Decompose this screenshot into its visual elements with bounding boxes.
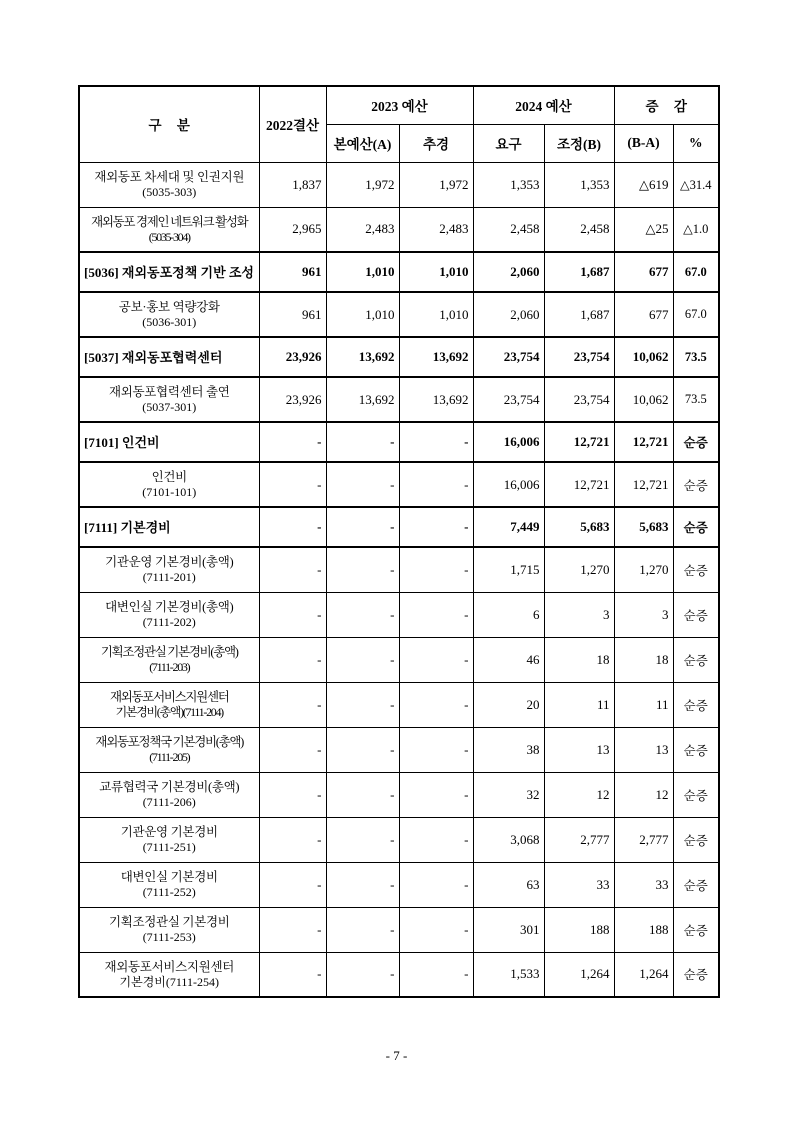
cell-2024-request: 23,754 [473,377,544,422]
item-name: 공보·홍보 역량강화 [118,300,220,314]
cell-2023-supplementary: - [399,462,473,507]
cell-change-diff: 677 [614,292,673,337]
item-name: 재외동포정책국 기본경비(총액) [95,735,244,749]
cell-2023-main-budget: - [326,772,399,817]
cell-2023-supplementary: - [399,952,473,997]
cell-change-percent: 67.0 [673,292,719,337]
table-row [79,682,719,727]
category-cell [79,592,259,637]
item-name: [7101] 인건비 [84,434,160,450]
cell-2024-adjusted: 3 [544,592,614,637]
cell-change-diff: 3 [614,592,673,637]
item-code: (7111-252) [142,885,196,899]
item-code: 기본경비(총액)(7111-204) [115,705,223,719]
item-name: [5037] 재외동포협력센터 [84,349,223,365]
cell-2024-request: 301 [473,907,544,952]
header-2023-budget-group: 2023 예산 [326,86,473,124]
cell-2022-settlement: 23,926 [259,337,326,377]
cell-2023-supplementary: - [399,592,473,637]
cell-2022-settlement: 961 [259,252,326,292]
table-row [79,422,719,462]
cell-2024-request: 32 [473,772,544,817]
item-code: (5037-301) [142,400,197,414]
cell-2024-request: 63 [473,862,544,907]
cell-2024-adjusted: 1,270 [544,547,614,592]
cell-change-diff: 5,683 [614,507,673,547]
item-name: 기획조정관실 기본경비 [108,915,230,929]
cell-2022-settlement: - [259,547,326,592]
cell-2023-supplementary: - [399,682,473,727]
cell-2022-settlement: - [259,462,326,507]
cell-2022-settlement: - [259,682,326,727]
cell-2024-request: 7,449 [473,507,544,547]
cell-2023-supplementary: - [399,422,473,462]
cell-2023-main-budget: 13,692 [326,337,399,377]
item-name: [7111] 기본경비 [84,519,171,535]
table-row [79,772,719,817]
cell-change-percent: 순증 [673,462,719,507]
cell-2023-main-budget: 1,010 [326,252,399,292]
cell-2023-supplementary: - [399,507,473,547]
cell-change-diff: 12,721 [614,422,673,462]
table-row [79,162,719,207]
cell-change-diff: △619 [614,162,673,207]
table-row [79,377,719,422]
cell-2024-request: 1,533 [473,952,544,997]
cell-2024-request: 38 [473,727,544,772]
cell-change-diff: 12,721 [614,462,673,507]
budget-table [78,85,720,998]
item-code: (7111-205) [149,750,190,764]
item-code: (7111-251) [142,840,196,854]
cell-change-percent: 67.0 [673,252,719,292]
cell-2024-adjusted: 11 [544,682,614,727]
cell-2023-main-budget: 2,483 [326,207,399,252]
category-cell [79,292,259,337]
table-row [79,292,719,337]
cell-change-percent: 순증 [673,727,719,772]
table-body [79,162,719,997]
header-row-groups [79,86,719,124]
cell-2024-adjusted: 23,754 [544,337,614,377]
item-code: (5035-304) [148,229,190,244]
cell-2022-settlement: - [259,817,326,862]
cell-2024-request: 16,006 [473,422,544,462]
cell-change-diff: 13 [614,727,673,772]
item-name: 대변인실 기본경비(총액) [105,600,234,614]
category-cell [79,637,259,682]
cell-2022-settlement: 2,965 [259,207,326,252]
item-name: 기관운영 기본경비(총액) [105,555,234,570]
category-cell [79,907,259,952]
cell-2024-adjusted: 188 [544,907,614,952]
cell-change-diff: 33 [614,862,673,907]
cell-2024-adjusted: 33 [544,862,614,907]
cell-2022-settlement: - [259,422,326,462]
item-code: (5035-303) [142,185,197,199]
page-number: - 7 - [385,1048,408,1063]
cell-2023-supplementary: 1,010 [399,292,473,337]
item-name: 인건비 [151,470,187,484]
cell-2024-adjusted: 1,264 [544,952,614,997]
table-row [79,907,719,952]
header-change-group: 증 감 [614,86,719,124]
cell-2022-settlement: 23,926 [259,377,326,422]
cell-2023-supplementary: 13,692 [399,377,473,422]
cell-change-percent: △1.0 [673,207,719,252]
cell-2022-settlement: 1,837 [259,162,326,207]
cell-2024-adjusted: 1,353 [544,162,614,207]
category-cell [79,252,259,292]
cell-2024-request: 1,715 [473,547,544,592]
category-cell [79,507,259,547]
cell-2024-adjusted: 1,687 [544,252,614,292]
item-name: 교류협력국 기본경비(총액) [99,780,240,794]
cell-2023-main-budget: - [326,682,399,727]
header-2024-adjusted: 조정(B) [544,124,614,162]
cell-2024-adjusted: 23,754 [544,377,614,422]
cell-2024-adjusted: 1,687 [544,292,614,337]
cell-change-percent: 순증 [673,772,719,817]
header-2023-main-budget: 본예산(A) [326,124,399,162]
cell-2022-settlement: - [259,772,326,817]
table-row [79,862,719,907]
cell-2023-main-budget: - [326,862,399,907]
cell-change-diff: 10,062 [614,377,673,422]
cell-2023-main-budget: - [326,507,399,547]
cell-change-percent: 73.5 [673,377,719,422]
cell-2022-settlement: - [259,507,326,547]
table-row [79,817,719,862]
cell-2024-adjusted: 13 [544,727,614,772]
cell-2022-settlement: 961 [259,292,326,337]
cell-2024-adjusted: 2,777 [544,817,614,862]
cell-2023-supplementary: - [399,727,473,772]
cell-2024-adjusted: 12 [544,772,614,817]
cell-2024-adjusted: 5,683 [544,507,614,547]
cell-2022-settlement: - [259,592,326,637]
category-cell [79,337,259,377]
item-name: 기관운영 기본경비 [120,825,218,839]
cell-2023-main-budget: - [326,547,399,592]
cell-2024-request: 20 [473,682,544,727]
cell-change-diff: 10,062 [614,337,673,377]
cell-2024-adjusted: 12,721 [544,422,614,462]
table-row [79,637,719,682]
category-cell [79,727,259,772]
item-code: (7101-101) [142,485,197,499]
cell-2024-request: 2,060 [473,292,544,337]
cell-2023-main-budget: 13,692 [326,377,399,422]
cell-change-percent: 순증 [673,422,719,462]
item-code: (7111-203) [149,660,190,674]
cell-change-diff: 12 [614,772,673,817]
cell-change-percent: 순증 [673,682,719,727]
header-category: 구 분 [79,86,259,162]
item-name: [5036] 재외동포정책 기반 조성 [84,264,254,280]
cell-change-diff: 2,777 [614,817,673,862]
cell-2023-supplementary: - [399,637,473,682]
category-cell [79,862,259,907]
table-row [79,592,719,637]
item-name: 재외동포서비스지원센터 [109,690,229,704]
table-row [79,952,719,997]
cell-2023-main-budget: - [326,952,399,997]
category-cell [79,462,259,507]
cell-2024-request: 16,006 [473,462,544,507]
cell-2023-main-budget: - [326,462,399,507]
cell-2023-main-budget: - [326,907,399,952]
cell-change-percent: 순증 [673,547,719,592]
cell-change-diff: △25 [614,207,673,252]
cell-2024-adjusted: 12,721 [544,462,614,507]
cell-change-diff: 1,270 [614,547,673,592]
header-2023-supplementary: 추경 [399,124,473,162]
cell-2024-request: 1,353 [473,162,544,207]
header-2024-request: 요구 [473,124,544,162]
category-cell [79,377,259,422]
cell-2023-main-budget: - [326,727,399,772]
category-cell [79,682,259,727]
cell-2024-adjusted: 2,458 [544,207,614,252]
cell-change-percent: 순증 [673,507,719,547]
cell-2023-supplementary: - [399,817,473,862]
cell-2023-supplementary: - [399,772,473,817]
header-2022-settlement: 2022결산 [259,86,326,162]
category-cell [79,547,259,592]
cell-change-diff: 11 [614,682,673,727]
cell-2022-settlement: - [259,727,326,772]
item-name: 재외동포협력센터 출연 [108,385,230,399]
item-code: (7111-253) [142,930,196,944]
cell-change-percent: 순증 [673,952,719,997]
cell-2023-main-budget: 1,972 [326,162,399,207]
cell-2022-settlement: - [259,637,326,682]
category-cell [79,772,259,817]
cell-change-diff: 18 [614,637,673,682]
table-row [79,252,719,292]
item-name: 재외동포 경제인 네트워크 활성화 [91,214,248,229]
table-row [79,462,719,507]
cell-2023-supplementary: 2,483 [399,207,473,252]
table-row [79,727,719,772]
table-row [79,507,719,547]
cell-2024-request: 2,060 [473,252,544,292]
item-code: (7111-201) [142,570,196,585]
item-code: (7111-206) [142,795,196,809]
cell-change-diff: 677 [614,252,673,292]
item-name: 기획조정관실 기본경비(총액) [100,645,238,659]
cell-change-percent: △31.4 [673,162,719,207]
cell-2023-supplementary: - [399,862,473,907]
item-name: 재외동포 차세대 및 인권지원 [94,170,245,184]
cell-2023-supplementary: - [399,907,473,952]
category-cell [79,817,259,862]
cell-2023-main-budget: - [326,637,399,682]
cell-2022-settlement: - [259,952,326,997]
cell-change-percent: 순증 [673,862,719,907]
cell-2023-main-budget: - [326,422,399,462]
item-code: (7111-202) [142,615,196,629]
item-code: (5036-301) [142,315,197,329]
cell-2024-request: 46 [473,637,544,682]
cell-2024-adjusted: 18 [544,637,614,682]
cell-2024-request: 6 [473,592,544,637]
cell-2023-supplementary: 1,010 [399,252,473,292]
cell-change-diff: 188 [614,907,673,952]
cell-change-percent: 순증 [673,592,719,637]
cell-2022-settlement: - [259,907,326,952]
cell-2023-main-budget: 1,010 [326,292,399,337]
item-name: 재외동포서비스지원센터 [104,959,235,974]
cell-2023-main-budget: - [326,817,399,862]
cell-2024-request: 23,754 [473,337,544,377]
header-2024-budget-group: 2024 예산 [473,86,614,124]
cell-2024-request: 2,458 [473,207,544,252]
header-change-diff: (B-A) [614,124,673,162]
category-cell [79,422,259,462]
cell-change-diff: 1,264 [614,952,673,997]
cell-change-percent: 순증 [673,907,719,952]
table-row [79,547,719,592]
table-row [79,207,719,252]
header-change-percent: % [673,124,719,162]
category-cell [79,207,259,252]
cell-2023-supplementary: 13,692 [399,337,473,377]
table-row [79,337,719,377]
cell-2023-main-budget: - [326,592,399,637]
cell-change-percent: 순증 [673,637,719,682]
cell-2024-request: 3,068 [473,817,544,862]
cell-2023-supplementary: - [399,547,473,592]
category-cell [79,952,259,997]
cell-change-percent: 순증 [673,817,719,862]
category-cell [79,162,259,207]
item-code: 기본경비(7111-254) [119,974,219,989]
item-name: 대변인실 기본경비 [120,870,218,884]
table-header [79,86,719,162]
cell-2023-supplementary: 1,972 [399,162,473,207]
cell-2022-settlement: - [259,862,326,907]
cell-change-percent: 73.5 [673,337,719,377]
